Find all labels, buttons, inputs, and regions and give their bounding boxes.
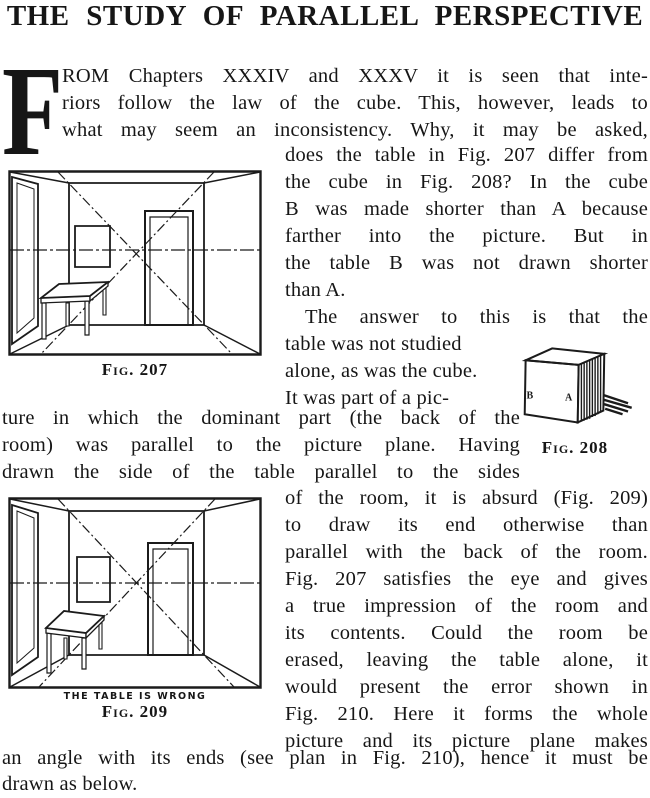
paragraph-line: drawn as below. <box>2 773 138 795</box>
paragraph-line: ture in which the dominant part (the back of the <box>2 407 520 429</box>
paragraph-line: to draw its end otherwise than <box>285 514 648 536</box>
fig-208-cube-drawing <box>506 342 644 438</box>
paragraph-line: a true impression of the room and <box>285 595 648 617</box>
paragraph-line: ROM Chapters XXXIV and XXXV it is seen that inte- <box>62 65 648 87</box>
paragraph-line: than A. <box>285 279 346 301</box>
paragraph-line: Fig. 207 satisfies the eye and gives <box>285 568 648 590</box>
cube-label-b: B <box>526 390 534 402</box>
paragraph-line: It was part of a pic- <box>285 387 450 409</box>
fig-209-room-drawing <box>8 497 262 689</box>
cube-label-a: A <box>564 392 573 404</box>
paragraph-line: room) was parallel to the picture plane. Having <box>2 434 520 456</box>
fig-209-note: THE TABLE IS WRONG <box>63 691 207 702</box>
fig-209-caption: Fig. 209 <box>101 702 169 721</box>
paragraph-line: riors follow the law of the cube. This, however, leads to <box>62 92 648 114</box>
fig-207-room-drawing <box>8 170 262 356</box>
drop-cap: F <box>2 40 63 182</box>
paragraph-line: what may seem an inconsistency. Why, it may be asked, <box>62 119 648 141</box>
paragraph-line: drawn the side of the table parallel to the sides <box>2 461 520 483</box>
paragraph-line: alone, as was the cube. <box>285 360 478 382</box>
paragraph-line: an angle with its ends (see plan in Fig. 210), hence it must be <box>2 747 648 769</box>
fig-208-shadow <box>603 395 631 414</box>
paragraph-line: would present the error shown in <box>285 676 648 698</box>
paragraph-line: the table B was not drawn shorter <box>285 252 648 274</box>
paragraph-line: does the table in Fig. 207 differ from <box>285 144 648 166</box>
fig-207-caption: Fig. 207 <box>101 360 169 379</box>
paragraph-line: the cube in Fig. 208? In the cube <box>285 171 648 193</box>
fig-207-table <box>41 282 108 339</box>
paragraph-line: B was made shorter than A because <box>285 198 648 220</box>
paragraph-line: table was not studied <box>285 333 462 355</box>
page-title: THE STUDY OF PARALLEL PERSPECTIVE <box>6 0 644 32</box>
paragraph-line: farther into the picture. But in <box>285 225 648 247</box>
paragraph-line: Fig. 210. Here it forms the whole <box>285 703 648 725</box>
paragraph-line: picture and its picture plane makes <box>285 730 648 752</box>
paragraph-line: parallel with the back of the room. <box>285 541 648 563</box>
paragraph-line: its contents. Could the room be <box>285 622 648 644</box>
fig-209-wrong-table <box>46 611 104 673</box>
fig-208-caption: Fig. 208 <box>541 438 609 457</box>
paragraph-line: of the room, it is absurd (Fig. 209) <box>285 487 648 509</box>
paragraph-line: The answer to this is that the <box>305 306 648 328</box>
paragraph-line: erased, leaving the table alone, it <box>285 649 648 671</box>
